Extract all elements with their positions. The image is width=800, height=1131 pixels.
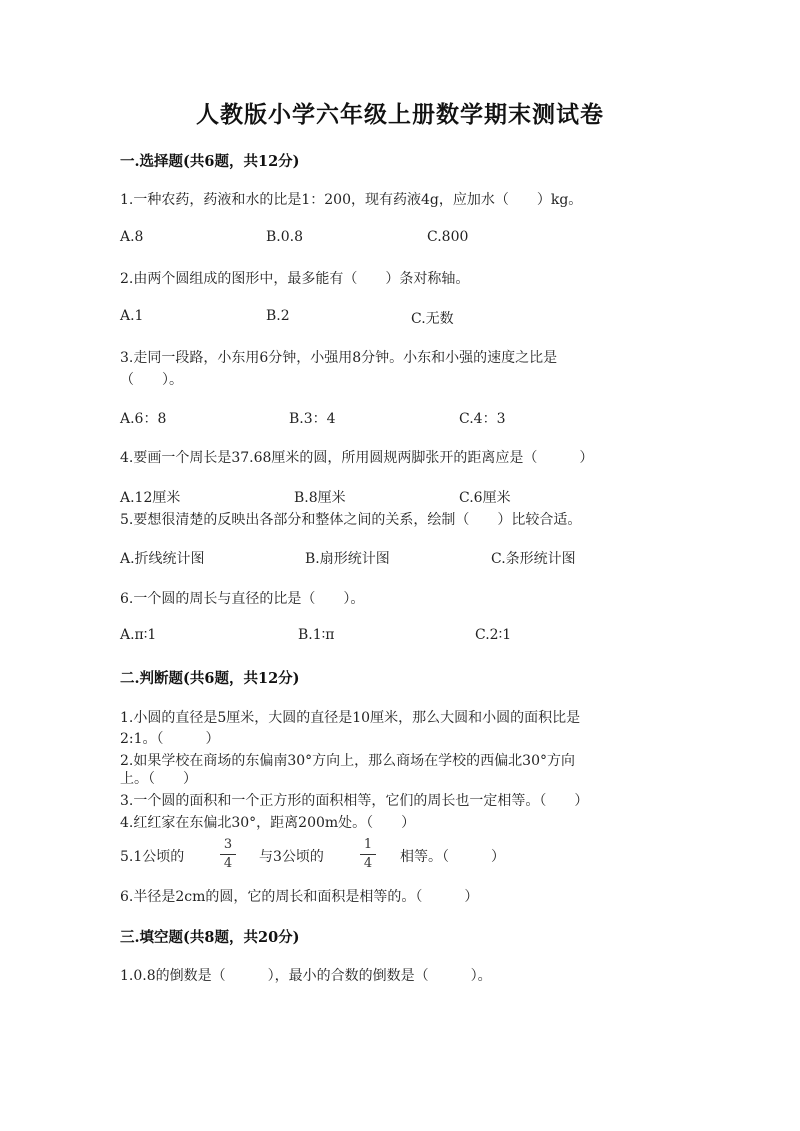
- question-2-5-part2: 与3公顷的: [259, 849, 324, 865]
- option-1-4-a: A.12厘米: [120, 490, 181, 506]
- question-2-1-line1: 1.小圆的直径是5厘米，大圆的直径是10厘米，那么大圆和小圆的面积比是: [120, 710, 581, 726]
- option-1-1-c: C.800: [427, 229, 469, 245]
- option-1-3-a: A.6：8: [120, 411, 167, 427]
- option-1-1-a: A.8: [120, 229, 144, 245]
- fraction-1-denominator: 4: [223, 856, 233, 871]
- question-1-2: 2.由两个圆组成的图形中，最多能有（ ）条对称轴。: [120, 271, 470, 287]
- question-1-3-line1: 3.走同一段路，小东用6分钟，小强用8分钟。小东和小强的速度之比是: [120, 350, 558, 366]
- option-1-5-b: B.扇形统计图: [305, 551, 390, 567]
- fraction-three-quarters: [220, 838, 236, 871]
- question-3-1: 1.0.8的倒数是（ ），最小的合数的倒数是（ ）。: [120, 968, 492, 984]
- fraction-one-quarter: [360, 838, 376, 871]
- fraction-2-numerator: 1: [363, 837, 373, 852]
- question-2-4: 4.红红家在东偏北30°，距离200m处。（ ）: [120, 815, 416, 831]
- exam-title: 人教版小学六年级上册数学期末测试卷: [196, 101, 604, 128]
- option-1-4-b: B.8厘米: [294, 490, 346, 506]
- option-1-2-c: C.无数: [411, 311, 454, 327]
- question-2-5-part1: 5.1公顷的: [120, 849, 185, 865]
- question-2-2-line1: 2.如果学校在商场的东偏南30°方向上，那么商场在学校的西偏北30°方向: [120, 753, 575, 769]
- fraction-2-bar: [360, 854, 376, 855]
- section-heading-choice: 一.选择题(共6题，共12分): [120, 153, 300, 170]
- option-1-6-c: C.2∶1: [475, 627, 512, 643]
- fraction-2-denominator: 4: [363, 856, 373, 871]
- option-1-3-b: B.3：4: [289, 411, 336, 427]
- option-1-2-a: A.1: [120, 308, 144, 324]
- question-2-2-line2: 上。（ ）: [120, 771, 197, 787]
- fraction-1-numerator: 3: [223, 837, 233, 852]
- question-1-4: 4.要画一个周长是37.68厘米的圆，所用圆规两脚张开的距离应是（ ）: [120, 450, 594, 466]
- question-2-3: 3.一个圆的面积和一个正方形的面积相等，它们的周长也一定相等。（ ）: [120, 793, 589, 809]
- option-1-2-b: B.2: [266, 308, 290, 324]
- option-1-3-c: C.4：3: [459, 411, 506, 427]
- question-2-1-line2: 2:1。（ ）: [120, 731, 220, 747]
- option-1-6-a: A.π∶1: [120, 627, 157, 643]
- option-1-4-c: C.6厘米: [459, 490, 511, 506]
- option-1-5-c: C.条形统计图: [491, 551, 576, 567]
- question-1-6: 6.一个圆的周长与直径的比是（ ）。: [120, 591, 365, 607]
- section-heading-judgement: 二.判断题(共6题，共12分): [120, 670, 300, 687]
- question-1-3-line2: （ ）。: [120, 372, 183, 388]
- option-1-6-b: B.1∶π: [298, 627, 335, 643]
- option-1-1-b: B.0.8: [266, 229, 304, 245]
- fraction-1-bar: [220, 854, 236, 855]
- question-2-6: 6.半径是2cm的圆，它的周长和面积是相等的。（ ）: [120, 889, 479, 905]
- option-1-5-a: A.折线统计图: [120, 551, 205, 567]
- question-1-1: 1.一种农药，药液和水的比是1：200，现有药液4g，应加水（ ）kg。: [120, 192, 583, 208]
- section-heading-fill-blank: 三.填空题(共8题，共20分): [120, 929, 300, 946]
- question-2-5-part3: 相等。（ ）: [400, 849, 505, 865]
- question-1-5: 5.要想很清楚的反映出各部分和整体之间的关系，绘制（ ）比较合适。: [120, 512, 582, 528]
